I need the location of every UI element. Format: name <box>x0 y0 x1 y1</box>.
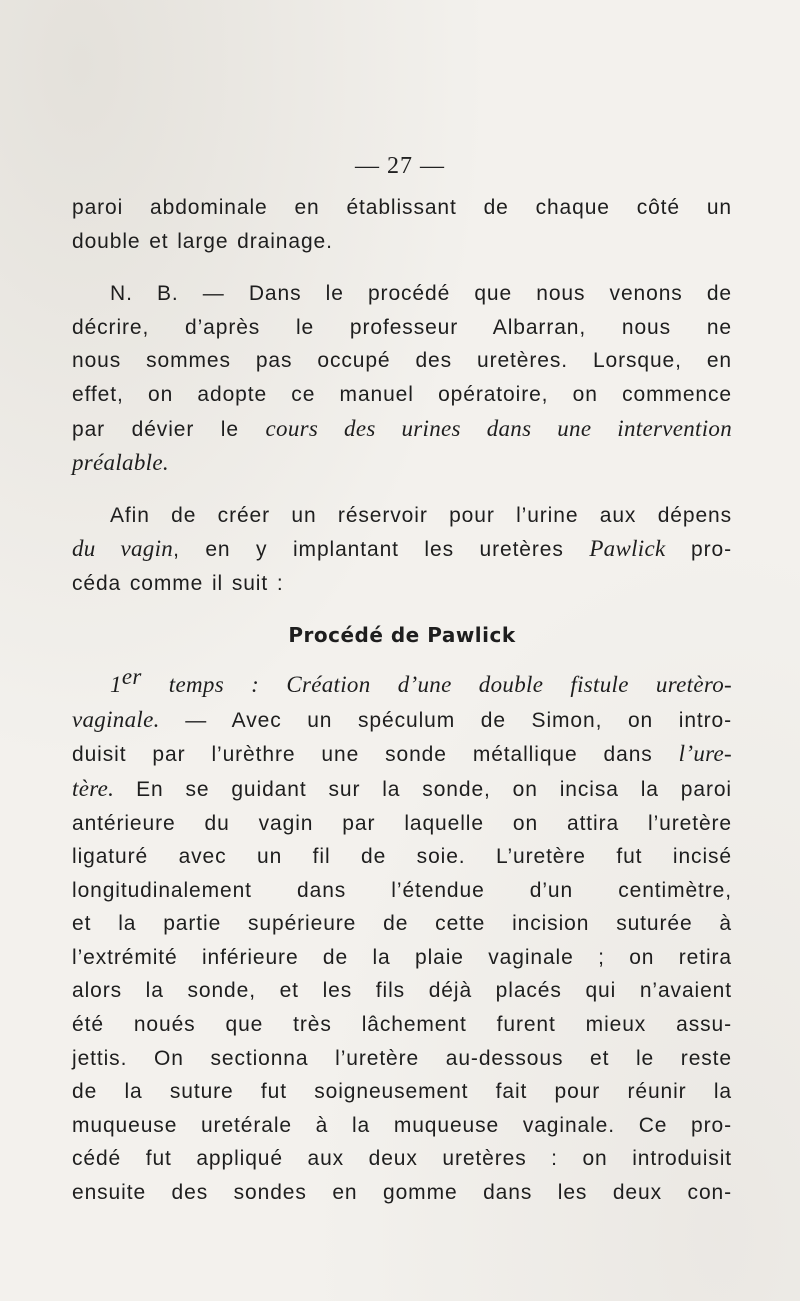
body-text <box>72 191 732 1210</box>
italic-text: tère. <box>72 775 115 801</box>
text-line: effet, on adopte ce manuel opératoire, on commence <box>72 382 732 406</box>
text-line: de la suture fut soigneusement fait pour réunir la <box>72 1080 732 1104</box>
italic-text: vaginale. <box>72 706 160 732</box>
text-line: alors la sonde, et les fils déjà placés qui n’avaient <box>72 979 732 1003</box>
section-heading-wrap <box>72 619 732 653</box>
text-line: jettis. On sectionna l’uretère au-dessous et le reste <box>72 1046 732 1070</box>
italic-text: préalable. <box>72 450 169 476</box>
text-line <box>72 772 732 807</box>
text-line: été noués que très lâchement furent mieux assu- <box>72 1013 732 1037</box>
superscript: er <box>121 664 142 690</box>
text-line: nous sommes pas occupé des uretères. Lorsque, en <box>72 349 732 373</box>
text-line <box>72 412 732 447</box>
text-segment: , en y implantant les uretères <box>173 538 590 562</box>
text-line: antérieure du vagin par laquelle on attira l’uretère <box>72 811 732 835</box>
text-line: double et large drainage. <box>72 229 333 253</box>
text-segment: par dévier le <box>72 417 266 441</box>
text-line: longitudinalement dans l’étendue d’un centimètre, <box>72 878 732 902</box>
text-line: N. B. — Dans le procédé que nous venons de <box>110 282 732 306</box>
italic-text: l’ure- <box>678 741 732 767</box>
text-line: Afin de créer un réservoir pour l’urine aux dépens <box>110 503 732 527</box>
text-line: cédé fut appliqué aux deux uretères : on introduisit <box>72 1147 732 1171</box>
text-line: ensuite des sondes en gomme dans les deux con- <box>72 1181 732 1205</box>
text-line: muqueuse uretérale à la muqueuse vaginale. Ce pro- <box>72 1113 732 1137</box>
page-number: — 27 — <box>355 153 445 179</box>
paragraph-nota-bene <box>72 277 732 480</box>
italic-text: temps : Création d’une double fistule uretèro- <box>141 672 732 698</box>
text-line: paroi abdominale en établissant de chaque côté un <box>72 196 732 219</box>
text-line: et la partie supérieure de cette incision suturée à <box>72 912 732 936</box>
text-segment: duisit par l’urèthre une sonde métallique dans <box>72 743 679 767</box>
text-line <box>72 737 732 772</box>
section-heading: Procédé de Pawlick <box>288 622 516 647</box>
italic-text: cours des urines dans une intervention <box>265 415 732 441</box>
text-segment: — Avec un spéculum de Simon, on intro- <box>159 708 732 732</box>
text-line <box>72 703 732 738</box>
text-line <box>72 532 732 567</box>
text-line <box>72 664 732 703</box>
text-line: l’extrémité inférieure de la plaie vaginale ; on retira <box>72 945 732 969</box>
paragraph-continuation <box>72 191 732 258</box>
italic-text: Pawlick <box>589 536 666 562</box>
text-segment: pro- <box>665 538 732 562</box>
italic-text: 1 <box>110 672 122 698</box>
text-segment: En se guidant sur la sonde, on incisa la paroi <box>114 777 732 801</box>
paragraph-intro-pawlick <box>72 499 732 601</box>
paragraph-first-stage <box>72 664 732 1210</box>
italic-text: du vagin <box>72 536 174 562</box>
text-line: céda comme il suit : <box>72 571 284 595</box>
text-line: décrire, d’après le professeur Albarran, nous ne <box>72 315 732 339</box>
text-line: ligaturé avec un fil de soie. L’uretère fut incisé <box>72 845 732 869</box>
